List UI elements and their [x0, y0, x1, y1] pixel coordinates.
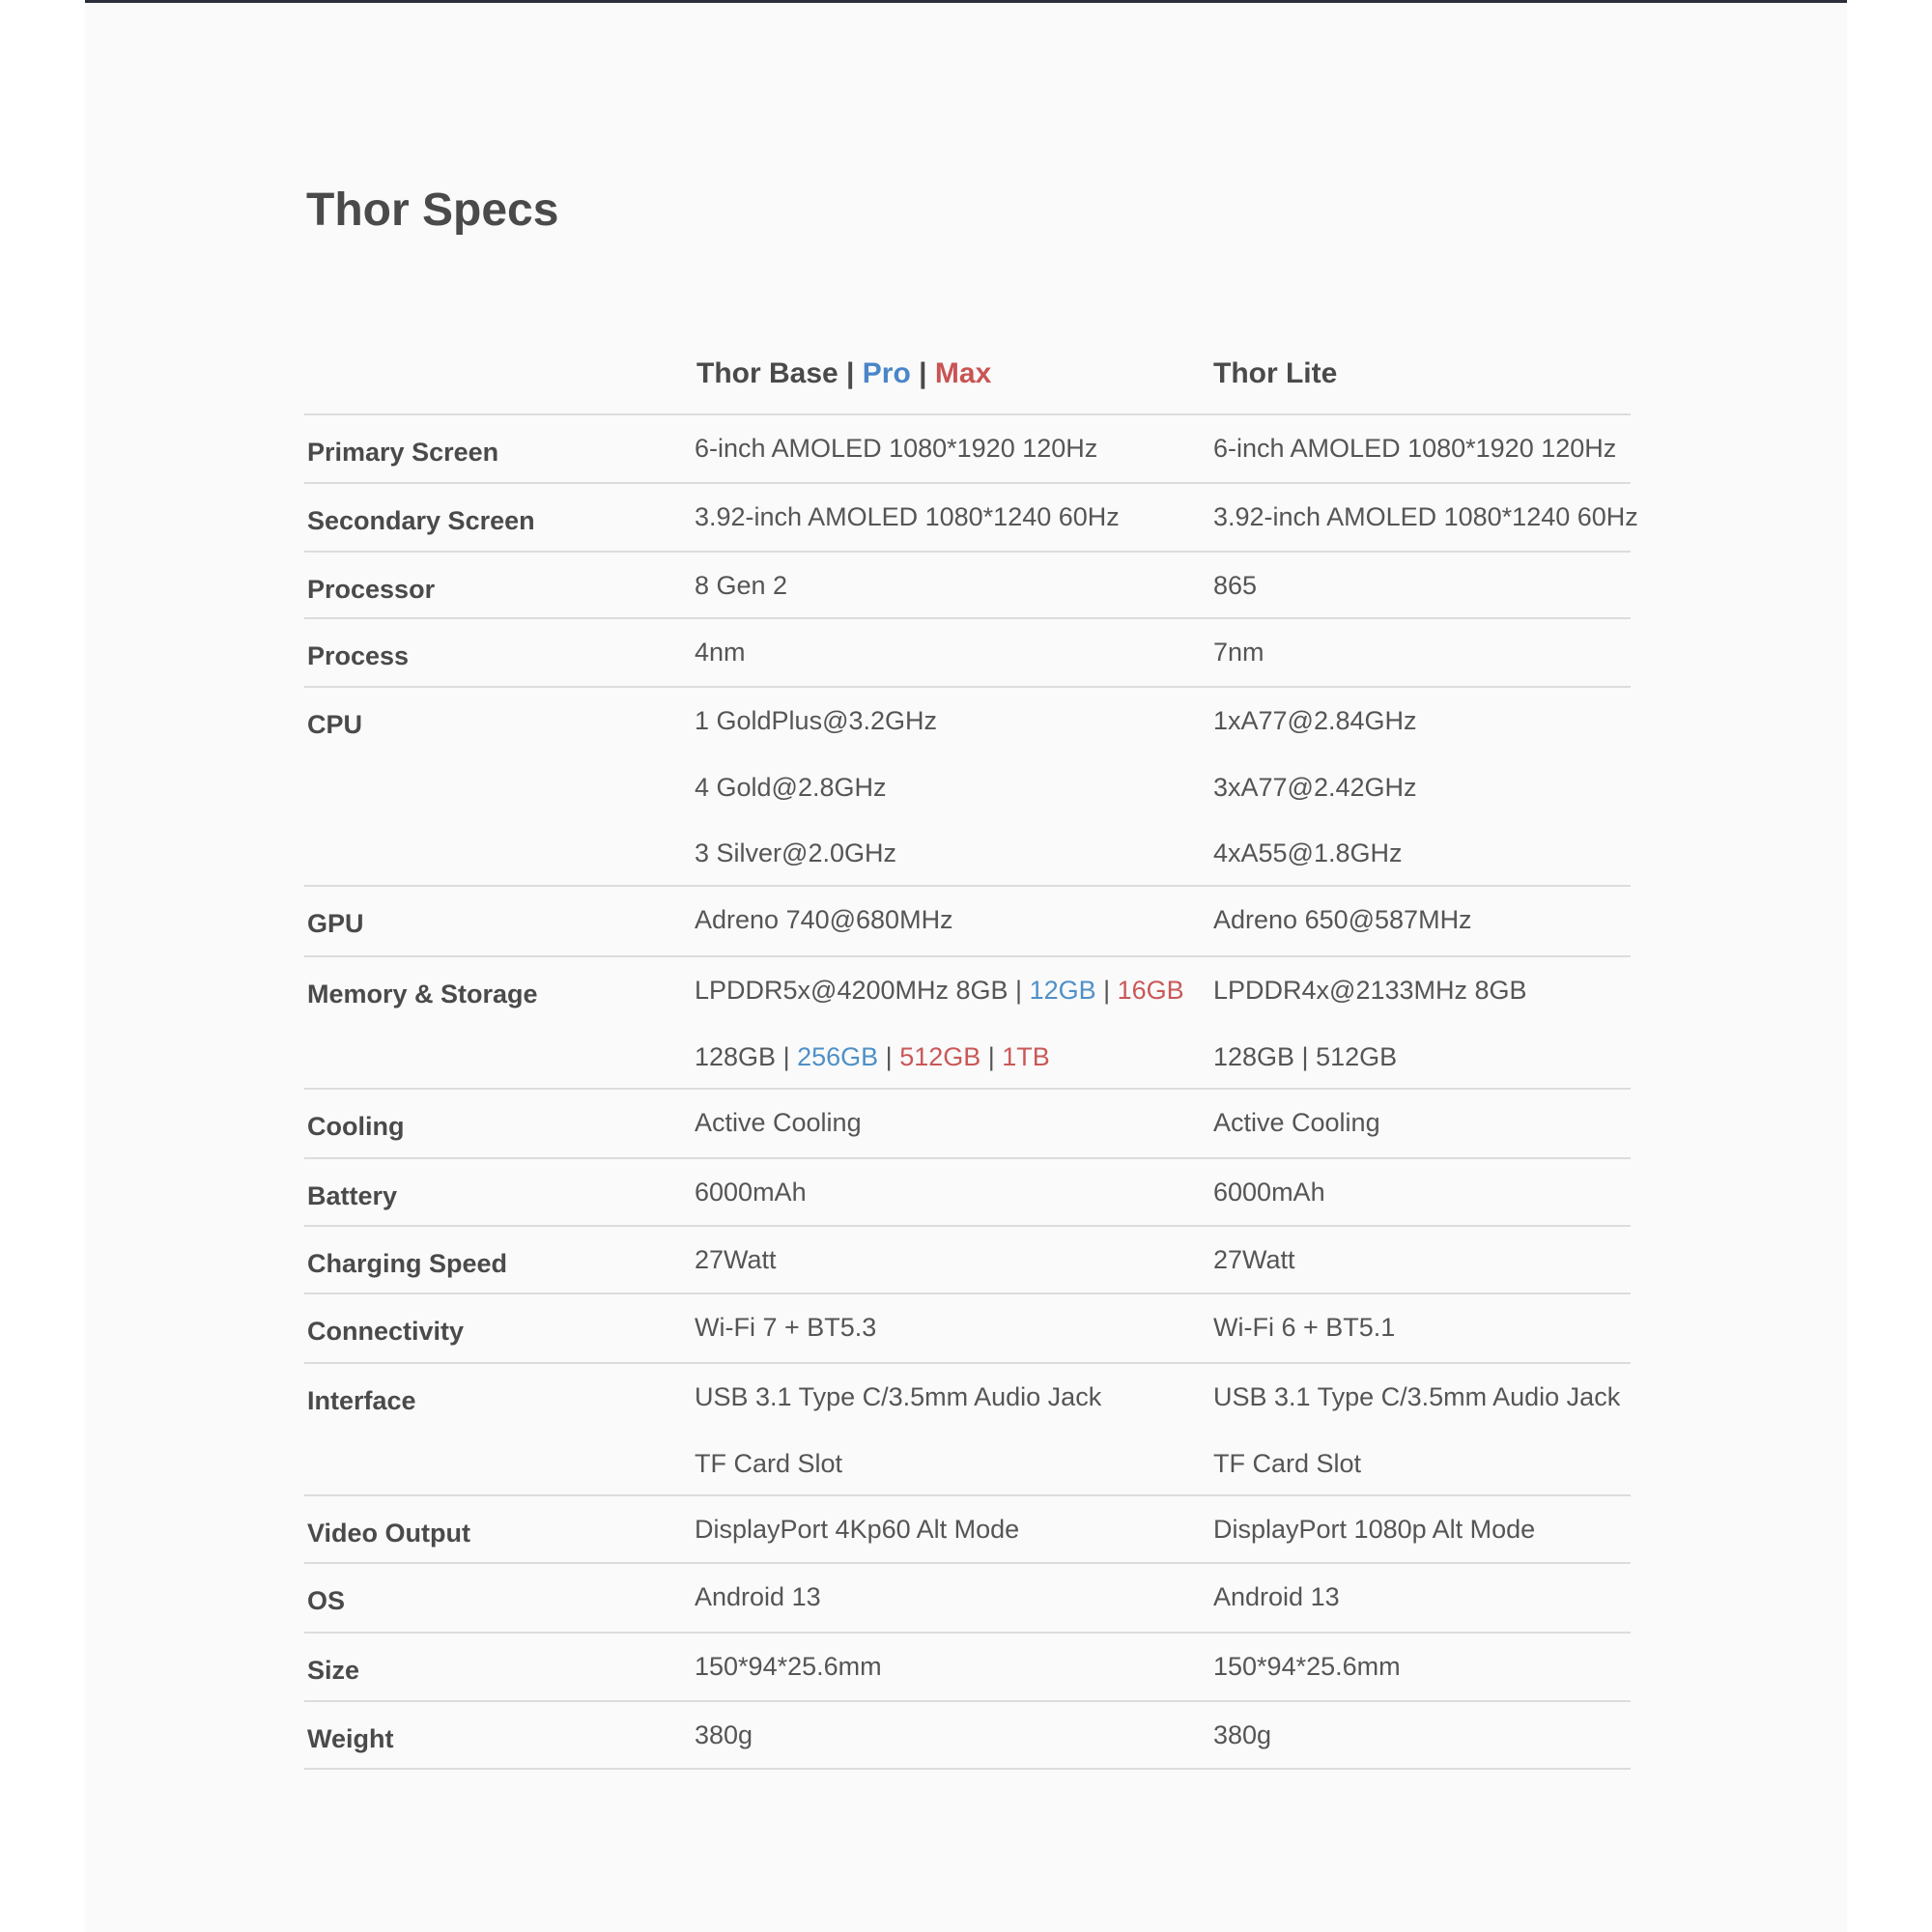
storage-max: 512GB: [899, 1041, 981, 1071]
value-line: 6000mAh: [695, 1178, 807, 1207]
value-line: 865: [1213, 571, 1258, 600]
lite-value: [1213, 1294, 1395, 1361]
table-header: [304, 348, 1631, 415]
lite-value: [1213, 1090, 1380, 1156]
lite-value: [1213, 1159, 1325, 1226]
value-line: Android 13: [695, 1582, 821, 1611]
value-line: 4 Gold@2.8GHz: [695, 772, 887, 802]
value-line: LPDDR4x@2133MHz 8GB: [1213, 976, 1527, 1005]
row-battery: [304, 1159, 1631, 1227]
lite-value: [1213, 688, 1417, 887]
row-label: Charging Speed: [307, 1249, 508, 1278]
value-line: USB 3.1 Type C/3.5mm Audio Jack: [695, 1382, 1102, 1411]
lite-value: [1213, 553, 1257, 619]
lite-value: [1213, 1227, 1295, 1293]
value-sep: |: [1008, 976, 1030, 1005]
thor-value: [695, 1364, 1101, 1496]
row-connectivity: [304, 1294, 1631, 1364]
row-label: Primary Screen: [307, 438, 499, 467]
value-line: 1xA77@2.84GHz: [1213, 706, 1417, 735]
row-cpu: [304, 688, 1631, 887]
thor-value: [695, 957, 1184, 1090]
row-charging-speed: [304, 1227, 1631, 1294]
value-line: Wi-Fi 7 + BT5.3: [695, 1313, 877, 1342]
row-label: Weight: [307, 1724, 394, 1753]
storage-base: 128GB: [695, 1041, 777, 1071]
value-line: 3 Silver@2.0GHz: [695, 838, 896, 867]
value-sep: |: [980, 1041, 1003, 1071]
row-label: OS: [307, 1586, 346, 1615]
lite-value: [1213, 957, 1527, 1090]
row-label: Interface: [307, 1386, 416, 1415]
page-title: Thor Specs: [306, 185, 559, 236]
row-primary-screen: [304, 415, 1631, 484]
thor-value: [695, 1090, 862, 1156]
row-label: Secondary Screen: [307, 506, 535, 535]
value-line: 4xA55@1.8GHz: [1213, 838, 1403, 867]
value-line: USB 3.1 Type C/3.5mm Audio Jack: [1213, 1382, 1621, 1411]
row-processor: [304, 553, 1631, 619]
value-line: 128GB | 512GB: [1213, 1041, 1398, 1071]
value-line: 6-inch AMOLED 1080*1920 120Hz: [1213, 434, 1617, 463]
value-line: 150*94*25.6mm: [1213, 1652, 1401, 1681]
value-line: 150*94*25.6mm: [695, 1652, 882, 1681]
spec-table: [304, 348, 1638, 1770]
value-sep: |: [878, 1041, 900, 1071]
value-line: 27Watt: [1213, 1245, 1295, 1274]
row-label: CPU: [307, 710, 363, 739]
value-line: [695, 957, 1184, 1024]
value-sep: |: [776, 1041, 798, 1071]
thor-value: [695, 1634, 882, 1700]
storage-max-2: 1TB: [1002, 1041, 1050, 1071]
row-gpu: [304, 887, 1631, 957]
thor-value: [695, 619, 746, 686]
value-line: Adreno 650@587MHz: [1213, 905, 1472, 934]
lite-value: [1213, 887, 1472, 953]
row-secondary-screen: [304, 484, 1638, 553]
lite-value: [1213, 1702, 1271, 1769]
value-sep: |: [1095, 976, 1118, 1005]
lite-value: [1213, 1364, 1620, 1496]
thor-value: [695, 887, 953, 953]
row-label: Memory & Storage: [307, 980, 538, 1009]
value-line: 380g: [695, 1720, 753, 1749]
value-line: 6000mAh: [1213, 1178, 1325, 1207]
lite-value: [1213, 619, 1264, 686]
value-line: DisplayPort 4Kp60 Alt Mode: [695, 1515, 1020, 1544]
header-thor-base-pro-max: [696, 355, 991, 393]
row-label: Battery: [307, 1181, 398, 1210]
lite-value: [1213, 1496, 1535, 1563]
thor-value: [695, 688, 937, 887]
memory-max: 16GB: [1117, 976, 1184, 1005]
header-sep: |: [838, 357, 863, 389]
header-base: Thor Base: [696, 357, 838, 389]
thor-value: [695, 1702, 753, 1769]
value-line: 8 Gen 2: [695, 571, 788, 600]
row-interface: [304, 1364, 1631, 1496]
value-line: Active Cooling: [695, 1108, 862, 1137]
row-label: Video Output: [307, 1519, 470, 1548]
thor-value: [695, 1159, 807, 1226]
value-line: Android 13: [1213, 1582, 1340, 1611]
value-line: [695, 1024, 1184, 1091]
value-line: DisplayPort 1080p Alt Mode: [1213, 1515, 1536, 1544]
thor-value: [695, 1227, 777, 1293]
row-label: Connectivity: [307, 1317, 465, 1346]
row-label: Process: [307, 641, 410, 670]
value-line: 3.92-inch AMOLED 1080*1240 60Hz: [1213, 502, 1638, 531]
row-cooling: [304, 1090, 1631, 1159]
thor-value: [695, 484, 1120, 551]
storage-pro: 256GB: [797, 1041, 879, 1071]
value-line: 1 GoldPlus@3.2GHz: [695, 706, 938, 735]
lite-value: [1213, 1564, 1340, 1631]
row-process: [304, 619, 1631, 688]
value-line: TF Card Slot: [695, 1448, 843, 1478]
value-line: Active Cooling: [1213, 1108, 1380, 1137]
header-max: Max: [934, 357, 992, 389]
value-line: Wi-Fi 6 + BT5.1: [1213, 1313, 1396, 1342]
value-line: 4nm: [695, 638, 746, 667]
value-line: Adreno 740@680MHz: [695, 905, 953, 934]
thor-value: [695, 415, 1097, 482]
value-line: 6-inch AMOLED 1080*1920 120Hz: [695, 434, 1098, 463]
header-thor-lite: Thor Lite: [1213, 357, 1338, 389]
thor-value: [695, 1564, 821, 1631]
value-line: 380g: [1213, 1720, 1272, 1749]
header-sep: |: [910, 357, 935, 389]
row-video-output: [304, 1496, 1631, 1564]
header-pro: Pro: [862, 357, 911, 389]
thor-value: [695, 553, 787, 619]
row-label: Cooling: [307, 1112, 405, 1141]
value-line: 27Watt: [695, 1245, 777, 1274]
lite-value: [1213, 484, 1638, 551]
row-os: [304, 1564, 1631, 1634]
thor-value: [695, 1294, 876, 1361]
lite-value: [1213, 415, 1616, 482]
value-line: 7nm: [1213, 638, 1264, 667]
row-size: [304, 1634, 1631, 1702]
row-memory-storage: [304, 957, 1631, 1090]
lite-value: [1213, 1634, 1401, 1700]
value-line: TF Card Slot: [1213, 1448, 1362, 1478]
row-label: GPU: [307, 909, 364, 938]
row-label: Processor: [307, 575, 436, 604]
value-line: 3xA77@2.42GHz: [1213, 772, 1417, 802]
row-label: Size: [307, 1656, 360, 1685]
memory-base: LPDDR5x@4200MHz 8GB: [695, 976, 1009, 1005]
row-weight: [304, 1702, 1631, 1770]
memory-pro: 12GB: [1029, 976, 1096, 1005]
thor-value: [695, 1496, 1019, 1563]
value-line: 3.92-inch AMOLED 1080*1240 60Hz: [695, 502, 1120, 531]
